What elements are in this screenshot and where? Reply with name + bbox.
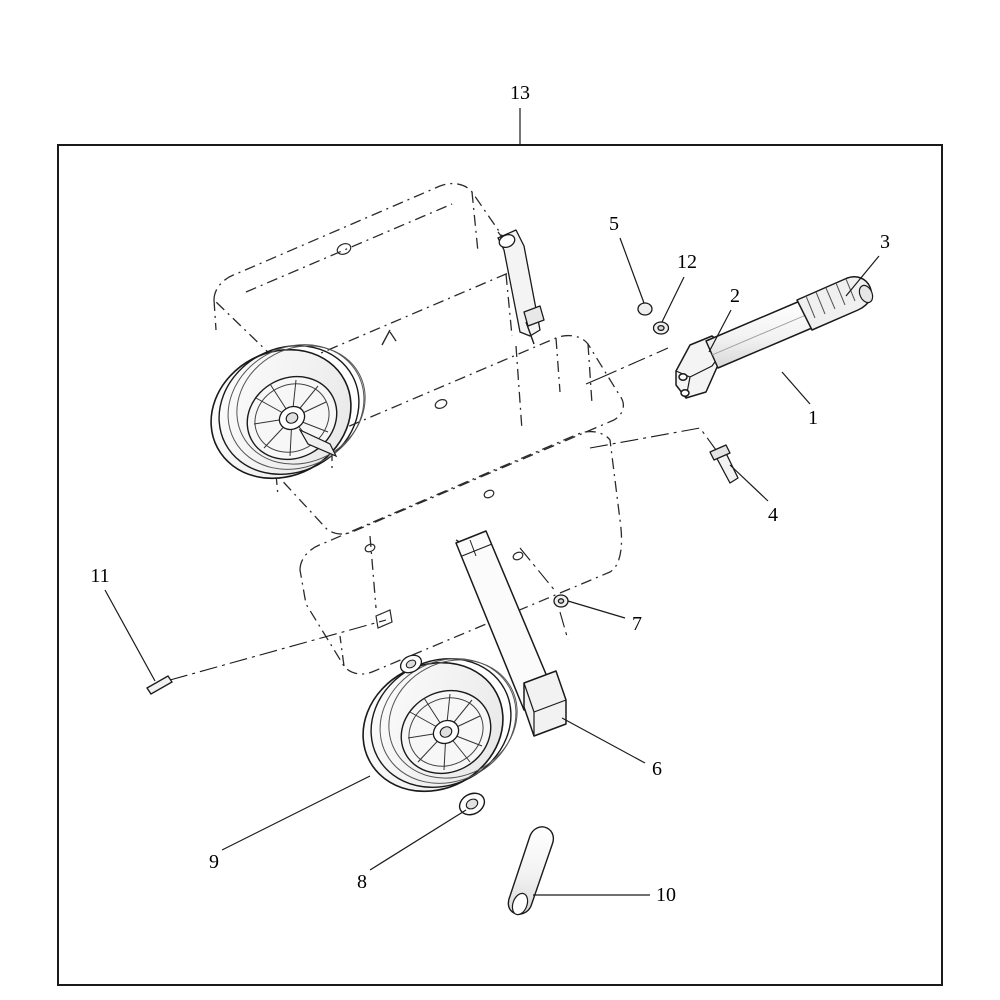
part-11-assembly-axis xyxy=(170,620,386,680)
callout-11: 11 xyxy=(90,565,110,587)
part-4-bolt xyxy=(710,445,738,483)
callout-9: 9 xyxy=(209,851,219,873)
part-7-assembly-axis xyxy=(520,548,568,640)
part-8-washer xyxy=(456,789,488,819)
callout-12: 12 xyxy=(677,251,697,273)
callout-5: 5 xyxy=(609,213,619,235)
upper-wheel-assembly xyxy=(188,321,386,502)
callout-6: 6 xyxy=(652,758,662,780)
callout-2: 2 xyxy=(730,285,740,307)
callout-8: 8 xyxy=(357,871,367,893)
part-10-axle-rod xyxy=(508,827,553,917)
leg-mount-bracket xyxy=(524,671,566,736)
part-1-handle-tube xyxy=(706,301,812,368)
callout-3: 3 xyxy=(880,231,890,253)
callout-7: 7 xyxy=(632,613,642,635)
part-5-screw xyxy=(638,303,652,315)
callout-10: 10 xyxy=(656,884,676,906)
part-5-12-assembly-axis xyxy=(586,348,668,384)
callout-1: 1 xyxy=(808,407,818,429)
callout-4: 4 xyxy=(768,504,778,526)
part-12-nut xyxy=(654,322,669,334)
callout-13: 13 xyxy=(510,82,530,104)
part-11-pin xyxy=(147,676,172,694)
upper-latch-detail xyxy=(497,230,544,344)
part-7-rivet xyxy=(554,595,568,607)
handle-assembly xyxy=(676,277,875,398)
part-3-handle-grip xyxy=(797,277,875,330)
